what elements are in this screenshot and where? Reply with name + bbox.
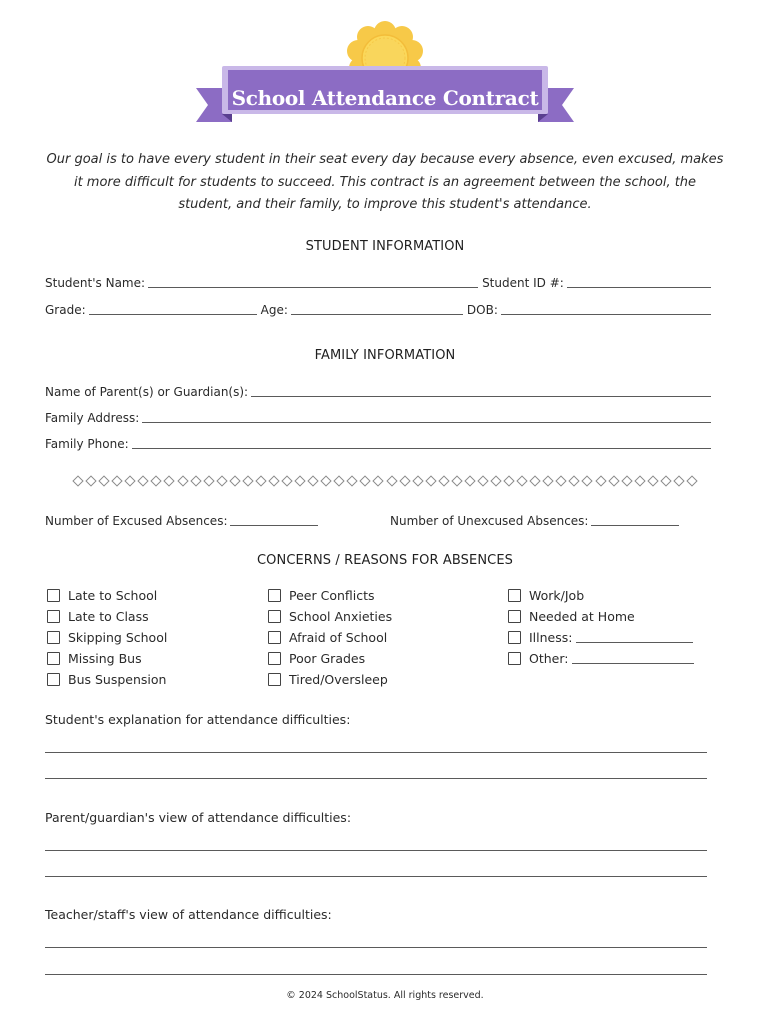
- concern-label: School Anxieties: [289, 608, 393, 624]
- family-info-title: FAMILY INFORMATION: [314, 348, 456, 363]
- student-explanation-line-2[interactable]: [45, 778, 707, 779]
- diamond-ornament: [360, 475, 371, 486]
- concern-option[interactable]: [268, 670, 388, 688]
- checkbox[interactable]: [508, 631, 521, 644]
- student-name-label: Student's Name:: [45, 276, 146, 290]
- diamond-ornament: [294, 475, 305, 486]
- diamond-ornament: [216, 475, 227, 486]
- diamond-ornament: [412, 475, 423, 486]
- diamond-ornament: [321, 475, 332, 486]
- diamond-ornament: [686, 475, 697, 486]
- dob-field[interactable]: [501, 301, 711, 315]
- checkbox[interactable]: [268, 631, 281, 644]
- guardian-label: Name of Parent(s) or Guardian(s):: [45, 385, 249, 399]
- diamond-ornament: [438, 475, 449, 486]
- diamond-ornament: [673, 475, 684, 486]
- page-title: School Attendance Contract: [231, 86, 539, 110]
- concern-label: Skipping School: [68, 629, 168, 645]
- diamond-ornament: [595, 475, 606, 486]
- diamond-ornament: [660, 475, 671, 486]
- concern-option[interactable]: [508, 607, 635, 625]
- checkbox[interactable]: [268, 673, 281, 686]
- diamond-ornament: [634, 475, 645, 486]
- diamond-ornament: [451, 475, 462, 486]
- diamond-ornament: [569, 475, 580, 486]
- concern-label: Needed at Home: [529, 608, 635, 624]
- concern-option[interactable]: [508, 586, 584, 604]
- concern-option[interactable]: [508, 649, 694, 667]
- copyright-footer: © 2024 SchoolStatus. All rights reserved.: [286, 990, 484, 1001]
- concern-label: Missing Bus: [68, 650, 142, 666]
- excused-row: [45, 510, 335, 528]
- diamond-ornament: [242, 475, 253, 486]
- title-banner: [192, 14, 578, 130]
- diamond-divider: [74, 473, 696, 489]
- diamond-ornament: [177, 475, 188, 486]
- diamond-ornament: [621, 475, 632, 486]
- diamond-ornament: [464, 475, 475, 486]
- phone-field[interactable]: [132, 435, 711, 449]
- student-info-title: STUDENT INFORMATION: [305, 239, 465, 254]
- diamond-ornament: [334, 475, 345, 486]
- diamond-ornament: [477, 475, 488, 486]
- teacher-view-line-1[interactable]: [45, 947, 707, 948]
- diamond-ornament: [112, 475, 123, 486]
- concern-option[interactable]: [47, 586, 157, 604]
- concern-label: Work/Job: [529, 587, 585, 603]
- teacher-view-label: Teacher/staff's view of attendance difficulties:: [45, 907, 332, 922]
- diamond-ornament: [516, 475, 527, 486]
- diamond-ornament: [72, 475, 83, 486]
- concern-option[interactable]: [268, 607, 392, 625]
- diamond-ornament: [125, 475, 136, 486]
- concern-option[interactable]: [508, 628, 693, 646]
- diamond-ornament: [229, 475, 240, 486]
- phone-row: [45, 433, 711, 451]
- diamond-ornament: [281, 475, 292, 486]
- checkbox[interactable]: [268, 610, 281, 623]
- grade-label: Grade:: [45, 303, 86, 317]
- age-field[interactable]: [291, 301, 463, 315]
- concern-specify-field[interactable]: [576, 630, 693, 643]
- student-id-field[interactable]: [567, 274, 711, 288]
- concern-label: Late to School: [68, 587, 158, 603]
- diamond-ornament: [203, 475, 214, 486]
- diamond-ornament: [386, 475, 397, 486]
- checkbox[interactable]: [47, 610, 60, 623]
- guardian-row: [45, 381, 711, 399]
- unexcused-row: [390, 510, 690, 528]
- checkbox[interactable]: [47, 631, 60, 644]
- concern-label: Late to Class: [68, 608, 149, 624]
- parent-view-line-2[interactable]: [45, 876, 707, 877]
- intro-paragraph: Our goal is to have every student in their seat every day because every absence, even excused, makes it more difficult for students to succeed. This contract is an agreement between the school, the student, and their family, to improve this student's attendance.: [46, 152, 724, 212]
- concern-label: Peer Conflicts: [289, 587, 375, 603]
- student-name-row: [45, 272, 711, 290]
- excused-label: Number of Excused Absences:: [45, 514, 228, 528]
- concern-label: Bus Suspension: [68, 671, 167, 687]
- concern-option[interactable]: [268, 586, 375, 604]
- diamond-ornament: [608, 475, 619, 486]
- concern-option[interactable]: [47, 670, 166, 688]
- checkbox[interactable]: [47, 589, 60, 602]
- address-label: Family Address:: [45, 411, 140, 425]
- address-row: [45, 407, 711, 425]
- parent-view-line-1[interactable]: [45, 850, 707, 851]
- parent-view-label: Parent/guardian's view of attendance difficulties:: [45, 810, 352, 825]
- student-explanation-label: Student's explanation for attendance difficulties:: [45, 712, 351, 727]
- diamond-ornament: [255, 475, 266, 486]
- checkbox[interactable]: [508, 610, 521, 623]
- concern-label: Illness:: [529, 629, 573, 645]
- banner-graphic: [192, 14, 578, 130]
- student-name-field[interactable]: [148, 274, 478, 288]
- excused-field[interactable]: [230, 512, 318, 526]
- grade-field[interactable]: [89, 301, 257, 315]
- student-id-label: Student ID #:: [482, 276, 564, 290]
- diamond-ornament: [164, 475, 175, 486]
- concern-option[interactable]: [47, 649, 142, 667]
- concern-label: Tired/Oversleep: [289, 671, 388, 687]
- checkbox[interactable]: [47, 673, 60, 686]
- diamond-ornament: [373, 475, 384, 486]
- diamond-ornament: [582, 475, 593, 486]
- diamond-ornament: [190, 475, 201, 486]
- diamond-ornament: [490, 475, 501, 486]
- checkbox[interactable]: [268, 589, 281, 602]
- diamond-ornament: [556, 475, 567, 486]
- diamond-ornament: [151, 475, 162, 486]
- diamond-ornament: [399, 475, 410, 486]
- unexcused-label: Number of Unexcused Absences:: [390, 514, 589, 528]
- diamond-ornament: [138, 475, 149, 486]
- age-label: Age:: [260, 303, 288, 317]
- concern-label: Poor Grades: [289, 650, 366, 666]
- unexcused-field[interactable]: [591, 512, 679, 526]
- diamond-ornament: [543, 475, 554, 486]
- diamond-ornament: [530, 475, 541, 486]
- concerns-title: CONCERNS / REASONS FOR ABSENCES: [256, 553, 513, 568]
- checkbox[interactable]: [508, 589, 521, 602]
- checkbox[interactable]: [508, 652, 521, 665]
- diamond-ornament: [85, 475, 96, 486]
- concern-option[interactable]: [47, 628, 167, 646]
- student-grade-row: [45, 299, 711, 317]
- address-field[interactable]: [142, 409, 711, 423]
- diamond-ornament: [647, 475, 658, 486]
- dob-label: DOB:: [466, 303, 498, 317]
- phone-label: Family Phone:: [45, 437, 129, 451]
- concern-label: Afraid of School: [289, 629, 388, 645]
- student-explanation-line-1[interactable]: [45, 752, 707, 753]
- diamond-ornament: [268, 475, 279, 486]
- diamond-ornament: [347, 475, 358, 486]
- concern-option[interactable]: [47, 607, 149, 625]
- diamond-ornament: [98, 475, 109, 486]
- checkbox[interactable]: [47, 652, 60, 665]
- concern-label: Other:: [529, 650, 569, 666]
- diamond-ornament: [307, 475, 318, 486]
- diamond-ornament: [503, 475, 514, 486]
- concern-option[interactable]: [268, 649, 365, 667]
- concern-option[interactable]: [268, 628, 387, 646]
- teacher-view-line-2[interactable]: [45, 974, 707, 975]
- checkbox[interactable]: [268, 652, 281, 665]
- diamond-ornament: [425, 475, 436, 486]
- concern-specify-field[interactable]: [572, 651, 694, 664]
- guardian-field[interactable]: [251, 383, 711, 397]
